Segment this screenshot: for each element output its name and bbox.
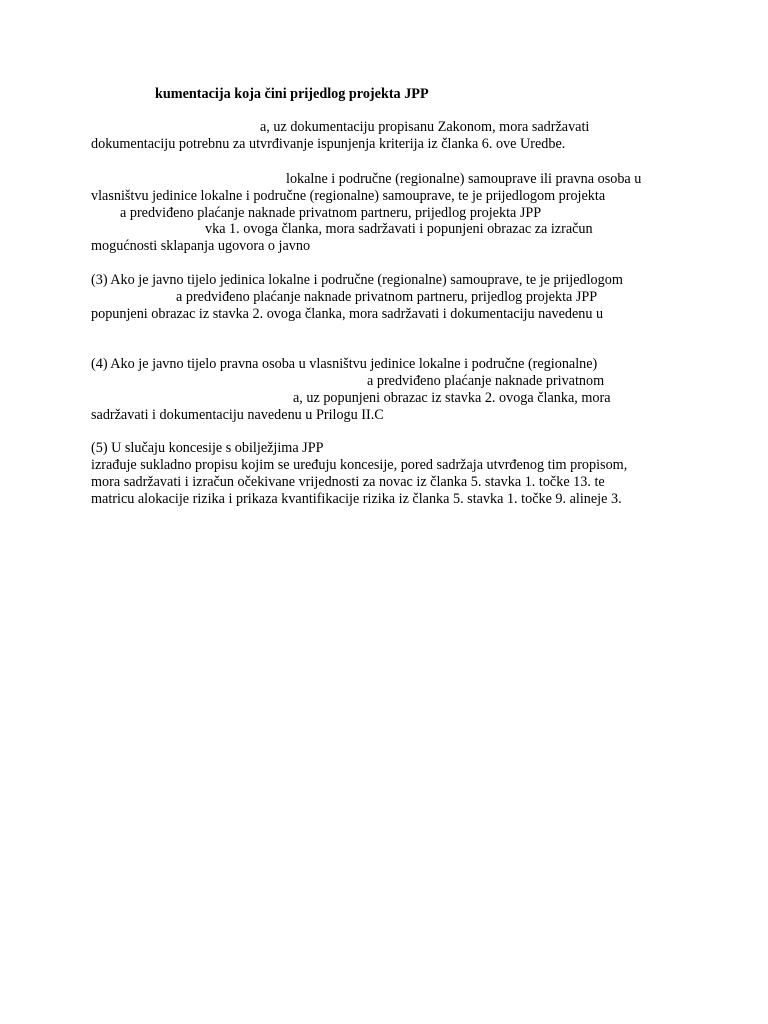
paragraph-5-line-2: izrađuje sukladno propisu kojim se uređuju koncesije, pored sadržaja utvrđenog tim propisom, [91,457,628,473]
paragraph-1-line-2: dokumentaciju potrebnu za utvrđivanje ispunjenja kriterija iz članka 6. ove Uredbe. [91,136,566,152]
paragraph-5-line-1: (5) U slučaju koncesije s obilježjima JPP [91,440,324,456]
paragraph-2-line-2: vlasništvu jedinice lokalne i područne (regionalne) samouprave, te je prijedlogom projekta [91,188,606,204]
paragraph-5-line-3: mora sadržavati i izračun očekivane vrijednosti za novac iz članka 5. stavka 1. točke 13. te [91,474,605,490]
paragraph-2-line-4: vka 1. ovoga članka, mora sadržavati i popunjeni obrazac za izračun [205,221,593,237]
paragraph-4-line-3: a, uz popunjeni obrazac iz stavka 2. ovoga članka, mora [293,390,611,406]
paragraph-5-line-4: matricu alokacije rizika i prikaza kvantifikacije rizika iz članka 5. stavka 1. točke 9. alineje 3. [91,491,622,507]
document-heading: kumentacija koja čini prijedlog projekta JPP [155,86,429,102]
paragraph-4-line-4: sadržavati i dokumentaciju navedenu u Prilogu II.C [91,407,384,423]
paragraph-2-line-3: a predviđeno plaćanje naknade privatnom partneru, prijedlog projekta JPP [120,205,542,221]
paragraph-2-line-5: mogućnosti sklapanja ugovora o javno [91,238,311,254]
paragraph-3-line-1: (3) Ako je javno tijelo jedinica lokalne i područne (regionalne) samouprave, te je prijedlogom [91,272,623,288]
paragraph-3-line-3: popunjeni obrazac iz stavka 2. ovoga članka, mora sadržavati i dokumentaciju navedenu u [91,306,604,322]
paragraph-4-line-1: (4) Ako je javno tijelo pravna osoba u vlasništvu jedinice lokalne i područne (regionalne) [91,356,598,372]
paragraph-3-line-2: a predviđeno plaćanje naknade privatnom partneru, prijedlog projekta JPP [176,289,598,305]
paragraph-1-line-1: a, uz dokumentaciju propisanu Zakonom, mora sadržavati [260,119,590,135]
paragraph-4-line-2: a predviđeno plaćanje naknade privatnom [367,373,605,389]
paragraph-2-line-1: lokalne i područne (regionalne) samouprave ili pravna osoba u [286,171,642,187]
